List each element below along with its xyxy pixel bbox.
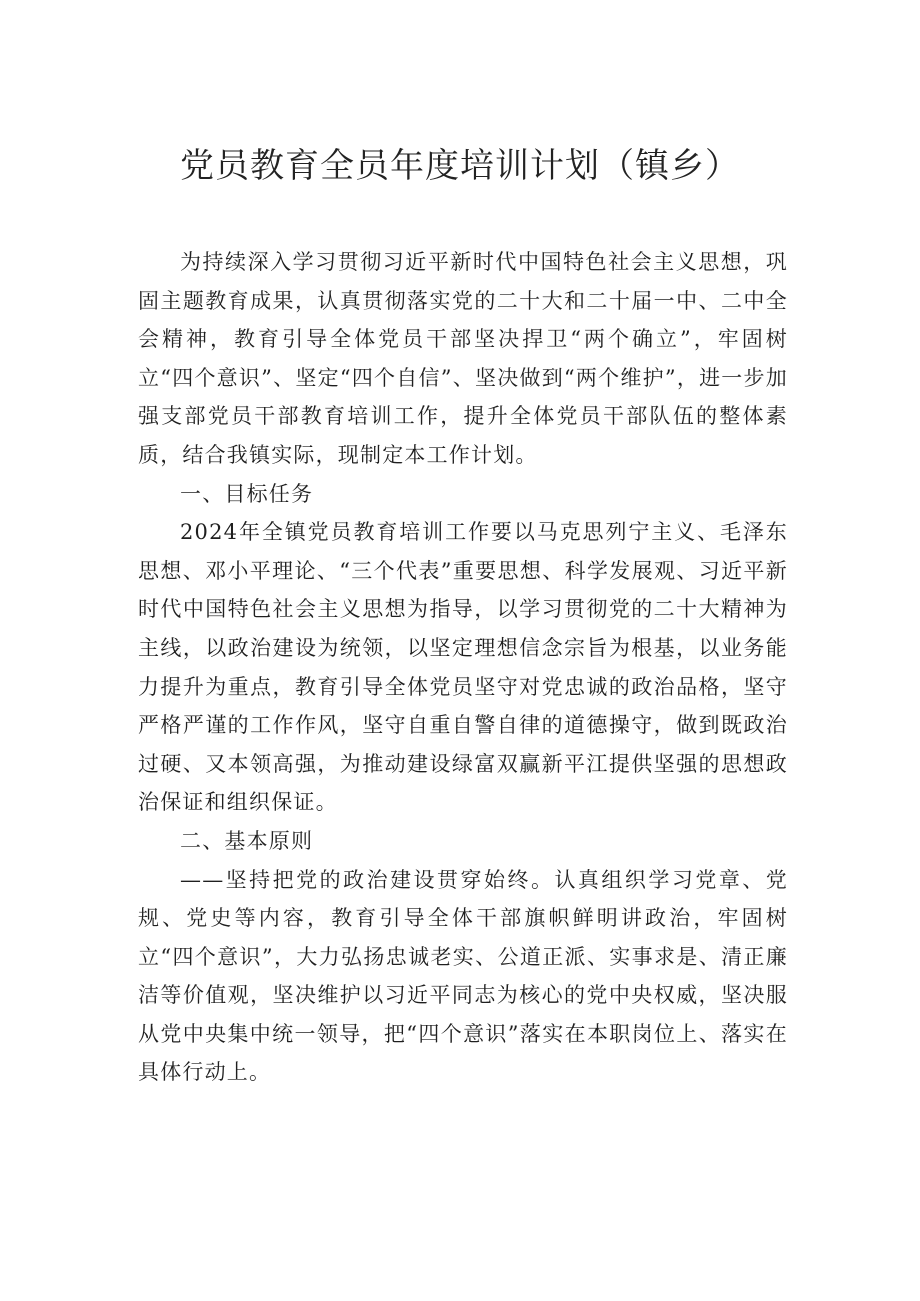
principles-paragraph: ——坚持把党的政治建设贯穿始终。认真组织学习党章、党规、党史等内容，教育引导全体干部旗帜鲜明讲政治，牢固树立“四个意识”，大力弘扬忠诚老实、公道正派、实事求是、清正廉洁等价值观，坚决维护以习近平同志为核心的党中央权威，坚决服从党中央集中统一领导，把“四个意识”落实在本职岗位上、落实在具体行动上。: [138, 867, 788, 1085]
document-body: [138, 243, 788, 1092]
intro-paragraph: 为持续深入学习贯彻习近平新时代中国特色社会主义思想，巩固主题教育成果，认真贯彻落实党的二十大和二十届一中、二中全会精神，教育引导全体党员干部坚决捍卫“两个确立”，牢固树立“四个意识”、坚定“四个自信”、坚决做到“两个维护”，进一步加强支部党员干部教育培训工作，提升全体党员干部队伍的整体素质，结合我镇实际，现制定本工作计划。: [138, 250, 788, 467]
section-heading-goals: 一、目标任务: [180, 481, 314, 506]
goals-paragraph: 2024年全镇党员教育培训工作要以马克思列宁主义、毛泽东思想、邓小平理论、“三个代表”重要思想、科学发展观、习近平新时代中国特色社会主义思想为指导，以学习贯彻党的二十大精神为主线，以政治建设为统领，以坚定理想信念宗旨为根基，以业务能力提升为重点，教育引导全体党员坚守对党忠诚的政治品格，坚守严格严谨的工作作风，坚守自重自警自律的道德操守，做到既政治过硬、又本领高强，为推动建设绿富双赢新平江提供坚强的思想政治保证和组织保证。: [138, 520, 788, 815]
document-title: 党员教育全员年度培训计划（镇乡）: [180, 146, 740, 186]
section-heading-principles: 二、基本原则: [180, 828, 314, 853]
